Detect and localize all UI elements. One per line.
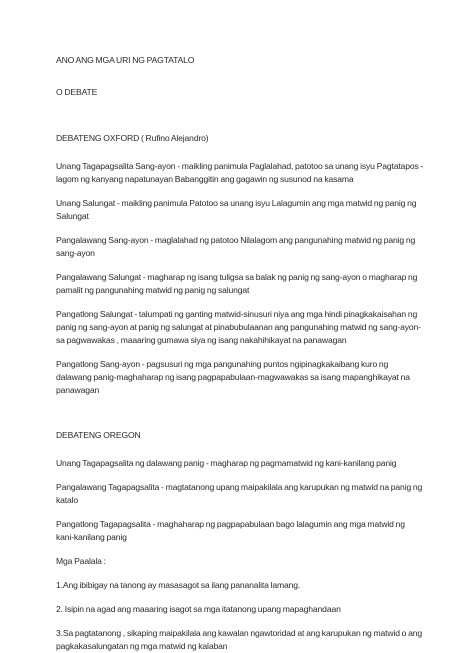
reminder-item: 2. Isipin na agad ang maaaring isagot sa mga itatanong upang mapaghandaan (56, 604, 341, 614)
document-subtitle: O DEBATE (56, 87, 98, 97)
reminders-heading: Mga Paalala : (56, 556, 106, 566)
reminder-item: 1.Ang ibibigay na tanong ay masasagot sa ilang pananalita lamang. (56, 580, 301, 590)
oregon-heading: DEBATENG OREGON (56, 430, 141, 440)
oxford-paragraph: Unang Salungat - maikling panimula Patotoo sa unang isyu Lalagumin ang mga matwid ng panig ng Salungat (56, 198, 417, 221)
oregon-paragraph: Pangalawang Tagapagsalita - magtatanong upang maipakilala ang karupukan ng matwid na panig ng katalo (56, 482, 423, 505)
oxford-heading: DEBATENG OXFORD ( Rufino Alejandro) (56, 133, 209, 143)
oxford-paragraph: Pangalawang Salungat - magharap ng isang tuligsa sa balak ng panig ng sang-ayon o magharap ng pamalit ng pangunahing matwid ng panig ng salungat (56, 272, 418, 295)
oxford-paragraph: Pangatlong Salungat - talumpati ng ganting matwid-sinusuri niya ang mga hindi pinagkakaisahan ng panig ng sang-ayon at panig ng salungat at pinabubulaanan ang pangunahing matwid ng sang-ayon-sa pagwawakas , maaaring gumawa siya ng isang nakahihikayat na panawagan (56, 309, 421, 345)
document-title: ANO ANG MGA URI NG PAGTATALO (56, 55, 195, 65)
reminder-item: 3.Sa pagtatanong , sikaping maipakilala ang kawalan ngawtoridad at ang karupukan ng matwid o ang pagkakasalungatan ng mga matwid ng kalaban (56, 628, 423, 651)
oregon-paragraph: Unang Tagapagsalita ng dalawang panig - magharap ng pagmamatwid ng kani-kanilang panig (56, 458, 397, 468)
document-page (56, 54, 424, 653)
oregon-paragraph: Pangatlong Tagapagsalita - maghaharap ng pagpapabulaan bago lalagumin ang mga matwid ng kani-kanilang panig (56, 519, 405, 542)
oxford-paragraph: Pangalawang Sang-ayon - maglalahad ng patotoo Nilalagom ang pangunahing matwid ng panig ng sang-ayon (56, 235, 416, 258)
oxford-paragraph: Unang Tagapagsalita Sang-ayon - maikling panimula Paglalahad, patotoo sa unang isyu Pagtatapos - lagom ng kanyang napatunayan Babanggitin ang gagawin ng susunod na kasama (56, 161, 424, 184)
oxford-paragraph: Pangatlong Sang-ayon - pagsusuri ng mga pangunahing puntos ngipinagkakaibang kuro ng dalawang panig-maghaharap ng isang pagpapabulaan-magwawakas sa isang mapanghikayat na panawagan (56, 359, 410, 395)
